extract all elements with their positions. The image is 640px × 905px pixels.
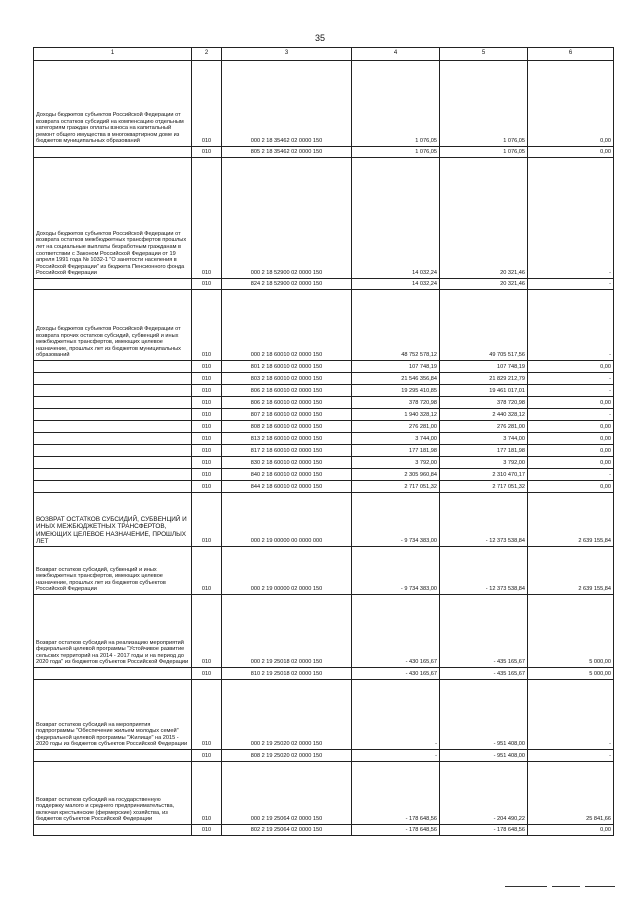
table-row (34, 61, 614, 147)
cell-c1 (34, 279, 192, 290)
cell-c1: Возврат остатков субсидий, субвенций и иных межбюджетных трансфертов, имеющих целевое назначение, прошлых лет из бюджетов субъектов Российской Федерации (34, 547, 192, 595)
cell-c1 (34, 385, 192, 397)
col-header-4: 4 (352, 48, 440, 61)
cell-c6: - (528, 680, 614, 750)
cell-c4: - 178 648,56 (352, 762, 440, 825)
cell-c3: 802 2 19 25064 02 0000 150 (222, 825, 352, 836)
cell-c4: 14 032,24 (352, 279, 440, 290)
table-row (34, 279, 614, 290)
table-row (34, 493, 614, 547)
cell-c6: - (528, 290, 614, 361)
footer-rule (552, 886, 580, 887)
cell-c1 (34, 373, 192, 385)
cell-c2: 010 (192, 680, 222, 750)
table-row (34, 361, 614, 373)
cell-c3: 801 2 18 60010 02 0000 150 (222, 361, 352, 373)
table-row (34, 680, 614, 750)
cell-c1: ВОЗВРАТ ОСТАТКОВ СУБСИДИЙ, СУБВЕНЦИЙ И ИНЫХ МЕЖБЮДЖЕТНЫХ ТРАНСФЕРТОВ, ИМЕЮЩИХ ЦЕЛЕВОЕ НАЗНАЧЕНИЕ, ПРОШЛЫХ ЛЕТ (34, 493, 192, 547)
cell-c2: 010 (192, 361, 222, 373)
cell-c4: 48 752 578,12 (352, 290, 440, 361)
cell-c2: 010 (192, 385, 222, 397)
col-header-2: 2 (192, 48, 222, 61)
cell-c6: 0,00 (528, 445, 614, 457)
col-header-5: 5 (440, 48, 528, 61)
cell-c6: - (528, 279, 614, 290)
table-row (34, 397, 614, 409)
cell-c1 (34, 825, 192, 836)
cell-c2: 010 (192, 547, 222, 595)
cell-c2: 010 (192, 595, 222, 668)
cell-c1 (34, 421, 192, 433)
cell-c6: 2 639 155,84 (528, 493, 614, 547)
cell-c4: - 9 734 383,00 (352, 547, 440, 595)
table-row (34, 445, 614, 457)
table-row (34, 469, 614, 481)
cell-c1 (34, 433, 192, 445)
cell-c6: 0,00 (528, 481, 614, 493)
cell-c6: 0,00 (528, 825, 614, 836)
cell-c6: 5 000,00 (528, 668, 614, 680)
header-row (34, 48, 614, 61)
cell-c3: 000 2 18 35462 02 0000 150 (222, 61, 352, 147)
cell-c4: 2 717 051,32 (352, 481, 440, 493)
cell-c3: 000 2 19 25064 02 0000 150 (222, 762, 352, 825)
cell-c4: 1 076,05 (352, 147, 440, 158)
cell-c6: 5 000,00 (528, 595, 614, 668)
cell-c2: 010 (192, 279, 222, 290)
cell-c6: - (528, 373, 614, 385)
cell-c4: 1 076,05 (352, 61, 440, 147)
cell-c5: - 12 373 538,84 (440, 493, 528, 547)
table-row (34, 290, 614, 361)
cell-c1 (34, 445, 192, 457)
cell-c4: 3 744,00 (352, 433, 440, 445)
cell-c2: 010 (192, 825, 222, 836)
cell-c4: - 430 165,67 (352, 595, 440, 668)
cell-c1 (34, 147, 192, 158)
cell-c5: 107 748,19 (440, 361, 528, 373)
cell-c1 (34, 668, 192, 680)
table-row (34, 373, 614, 385)
cell-c6: - (528, 158, 614, 279)
col-header-3: 3 (222, 48, 352, 61)
cell-c2: 010 (192, 469, 222, 481)
cell-c3: 000 2 18 52900 02 0000 150 (222, 158, 352, 279)
table-row (34, 547, 614, 595)
footer-rule (585, 886, 615, 887)
cell-c4: - 9 734 383,00 (352, 493, 440, 547)
cell-c3: 000 2 18 60010 02 0000 150 (222, 290, 352, 361)
table-row (34, 409, 614, 421)
cell-c5: 20 321,46 (440, 158, 528, 279)
cell-c2: 010 (192, 409, 222, 421)
cell-c4: - (352, 750, 440, 762)
cell-c3: 000 2 19 25018 02 0000 150 (222, 595, 352, 668)
cell-c5: - 12 373 538,84 (440, 547, 528, 595)
cell-c3: 813 2 18 60010 02 0000 150 (222, 433, 352, 445)
cell-c5: 1 076,05 (440, 147, 528, 158)
cell-c4: 378 720,98 (352, 397, 440, 409)
cell-c6: 25 841,66 (528, 762, 614, 825)
cell-c5: 19 461 017,01 (440, 385, 528, 397)
cell-c6: 0,00 (528, 397, 614, 409)
cell-c3: 805 2 18 35462 02 0000 150 (222, 147, 352, 158)
cell-c1 (34, 469, 192, 481)
cell-c1 (34, 397, 192, 409)
cell-c1: Возврат остатков субсидий на государственную поддержку малого и среднего предпринимательства, включая крестьянские (фермерские) хозяйства, из бюджетов субъектов Российской Федерации (34, 762, 192, 825)
cell-c1: Доходы бюджетов субъектов Российской Федерации от возврата остатков субсидий на компенсацию отдельным категориям граждан оплаты взноса на капитальный ремонт общего имущества в многоквартирном доме из бюджетов муниципальных образований (34, 61, 192, 147)
cell-c2: 010 (192, 290, 222, 361)
footer-rules (0, 886, 640, 890)
table-row (34, 825, 614, 836)
cell-c1 (34, 750, 192, 762)
cell-c1: Возврат остатков субсидий на мероприятия подпрограммы "Обеспечение жильем молодых семей" федеральной целевой программы "Жилище" на 2015 - 2020 годы из бюджетов субъектов Российской Федерации (34, 680, 192, 750)
cell-c3: 810 2 19 25018 02 0000 150 (222, 668, 352, 680)
cell-c5: 1 076,05 (440, 61, 528, 147)
cell-c6: 0,00 (528, 457, 614, 469)
cell-c5: - 178 648,56 (440, 825, 528, 836)
cell-c6: - (528, 409, 614, 421)
cell-c5: 177 181,98 (440, 445, 528, 457)
cell-c2: 010 (192, 668, 222, 680)
cell-c4: 21 546 356,84 (352, 373, 440, 385)
cell-c4: 14 032,24 (352, 158, 440, 279)
cell-c2: 010 (192, 481, 222, 493)
page-number: 35 (314, 33, 325, 43)
cell-c3: 807 2 18 60010 02 0000 150 (222, 409, 352, 421)
cell-c3: 000 2 19 25020 02 0000 150 (222, 680, 352, 750)
cell-c6: 0,00 (528, 147, 614, 158)
cell-c1: Доходы бюджетов субъектов Российской Федерации от возврата остатков межбюджетных трансфертов прошлых лет на социальные выплаты безработным гражданам в соответствии с Законом Российской Федерации от 19 апреля 1991 года № 1032-1 "О занятости населения в Российской Федерации" из бюджета Пенсионного фонда Российской Федерации (34, 158, 192, 279)
cell-c6: - (528, 750, 614, 762)
cell-c5: 2 440 328,12 (440, 409, 528, 421)
table-row (34, 668, 614, 680)
cell-c4: 276 281,00 (352, 421, 440, 433)
cell-c3: 000 2 19 00000 02 0000 150 (222, 547, 352, 595)
table-row (34, 147, 614, 158)
table-row (34, 750, 614, 762)
cell-c5: 378 720,98 (440, 397, 528, 409)
cell-c2: 010 (192, 158, 222, 279)
cell-c2: 010 (192, 147, 222, 158)
cell-c4: 19 295 410,85 (352, 385, 440, 397)
cell-c3: 806 2 18 60010 02 0000 150 (222, 397, 352, 409)
cell-c2: 010 (192, 397, 222, 409)
cell-c3: 808 2 19 25020 02 0000 150 (222, 750, 352, 762)
cell-c5: 276 281,00 (440, 421, 528, 433)
cell-c2: 010 (192, 433, 222, 445)
cell-c5: 3 792,00 (440, 457, 528, 469)
col-header-6: 6 (528, 48, 614, 61)
cell-c3: 830 2 18 60010 02 0000 150 (222, 457, 352, 469)
cell-c1 (34, 409, 192, 421)
cell-c1 (34, 481, 192, 493)
table-row (34, 433, 614, 445)
cell-c2: 010 (192, 421, 222, 433)
cell-c4: - 178 648,56 (352, 825, 440, 836)
cell-c4: 3 792,00 (352, 457, 440, 469)
table-row (34, 595, 614, 668)
cell-c4: 1 940 328,12 (352, 409, 440, 421)
table-row (34, 385, 614, 397)
cell-c4: - (352, 680, 440, 750)
cell-c4: 2 305 960,84 (352, 469, 440, 481)
cell-c1 (34, 361, 192, 373)
cell-c4: 177 181,98 (352, 445, 440, 457)
cell-c5: - 204 490,22 (440, 762, 528, 825)
cell-c2: 010 (192, 493, 222, 547)
budget-table (33, 47, 614, 836)
col-header-1: 1 (34, 48, 192, 61)
cell-c5: - 951 408,00 (440, 750, 528, 762)
cell-c5: 49 705 517,56 (440, 290, 528, 361)
cell-c1: Доходы бюджетов субъектов Российской Федерации от возврата прочих остатков субсидий, субвенций и иных межбюджетных трансфертов, имеющих целевое назначение, прошлых лет из бюджетов муниципальных образований (34, 290, 192, 361)
cell-c3: 000 2 19 00000 00 0000 000 (222, 493, 352, 547)
cell-c2: 010 (192, 445, 222, 457)
cell-c3: 844 2 18 60010 02 0000 150 (222, 481, 352, 493)
cell-c2: 010 (192, 750, 222, 762)
cell-c5: - 435 165,67 (440, 668, 528, 680)
cell-c6: - (528, 469, 614, 481)
cell-c3: 824 2 18 52900 02 0000 150 (222, 279, 352, 290)
cell-c5: 21 829 212,79 (440, 373, 528, 385)
cell-c3: 803 2 18 60010 02 0000 150 (222, 373, 352, 385)
table-row (34, 457, 614, 469)
cell-c1 (34, 457, 192, 469)
table-row (34, 158, 614, 279)
cell-c6: - (528, 385, 614, 397)
table-row (34, 481, 614, 493)
cell-c6: 2 639 155,84 (528, 547, 614, 595)
cell-c3: 806 2 18 60010 02 0000 150 (222, 385, 352, 397)
cell-c6: 0,00 (528, 433, 614, 445)
cell-c5: 2 717 051,32 (440, 481, 528, 493)
cell-c3: 840 2 18 60010 02 0000 150 (222, 469, 352, 481)
cell-c3: 817 2 18 60010 02 0000 150 (222, 445, 352, 457)
footer-rule (505, 886, 547, 887)
cell-c1: Возврат остатков субсидий на реализацию мероприятий федеральной целевой программы "Устойчивое развитие сельских территорий на 2014 - 2017 годы и на период до 2020 года" из бюджетов субъектов Российской Федерации (34, 595, 192, 668)
cell-c2: 010 (192, 373, 222, 385)
cell-c2: 010 (192, 457, 222, 469)
cell-c5: 2 310 470,17 (440, 469, 528, 481)
cell-c5: 3 744,00 (440, 433, 528, 445)
cell-c5: 20 321,46 (440, 279, 528, 290)
cell-c6: 0,00 (528, 361, 614, 373)
cell-c5: - 435 165,67 (440, 595, 528, 668)
cell-c2: 010 (192, 61, 222, 147)
table-row (34, 762, 614, 825)
cell-c4: - 430 165,67 (352, 668, 440, 680)
cell-c2: 010 (192, 762, 222, 825)
cell-c5: - 951 408,00 (440, 680, 528, 750)
cell-c4: 107 748,19 (352, 361, 440, 373)
cell-c3: 808 2 18 60010 02 0000 150 (222, 421, 352, 433)
cell-c6: 0,00 (528, 61, 614, 147)
cell-c6: 0,00 (528, 421, 614, 433)
table-row (34, 421, 614, 433)
